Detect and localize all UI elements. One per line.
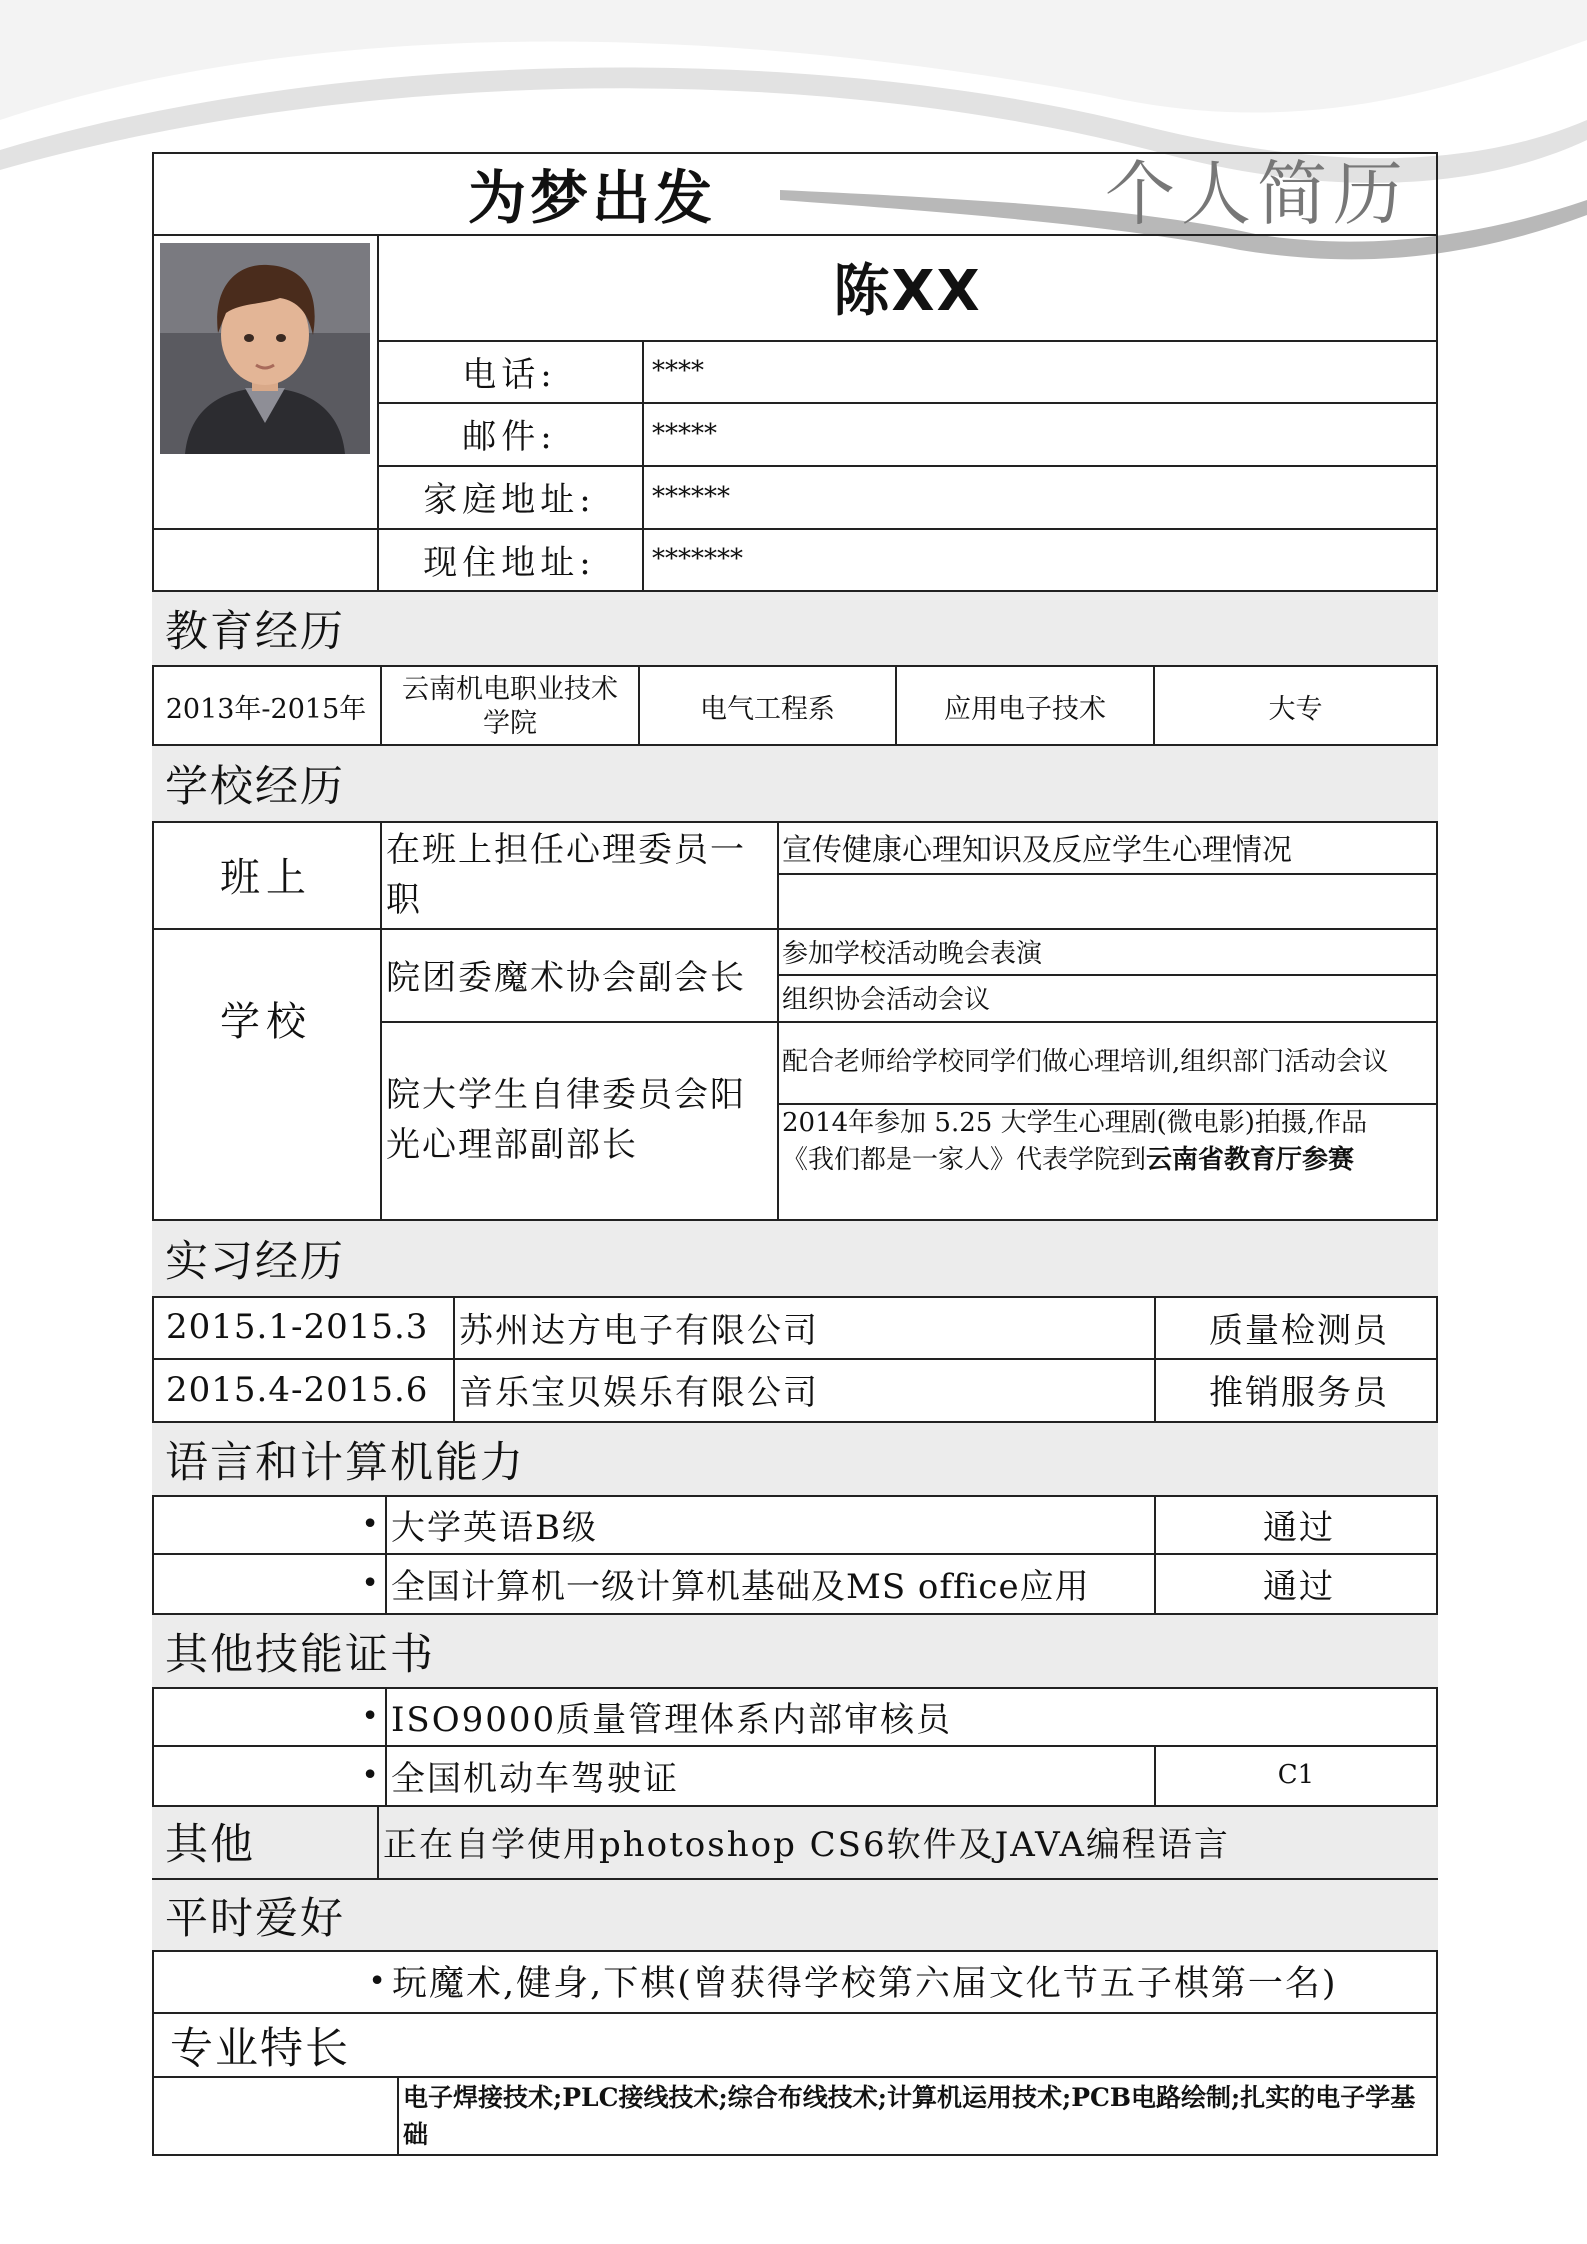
email-label: 邮件: [462, 417, 557, 457]
certificates-bullet-2: • [361, 1757, 379, 1793]
school-label: 学校 [220, 998, 312, 1045]
phone-label: 电话: [462, 354, 557, 395]
profile-divider-photo [152, 528, 377, 530]
school-role-2-desc-2-bold: 云南省教育厅参赛 [1146, 1145, 1355, 1175]
education-degree: 大专 [1153, 667, 1436, 746]
internship-position-2: 推销服务员 [1209, 1373, 1389, 1413]
language-result-2: 通过 [1263, 1566, 1335, 1607]
school-role-2-desc-1: 配合老师给学校同学们做心理培训,组织部门活动会议 [782, 1046, 1389, 1077]
current-address-value: ******* [652, 544, 743, 574]
education-major: 应用电子技术 [895, 667, 1153, 746]
avatar [160, 243, 370, 454]
specialty-content: 电子焊接技术;PLC接线技术;综合布线技术;计算机运用技术;PCB电路绘制;扎实的电子学基础 [403, 2083, 1416, 2149]
school-role-2: 院大学生自律委员会阳光心理部副部长 [386, 1075, 746, 1165]
education-row [152, 665, 1438, 746]
school-role-2-desc-2-text: 2014年参加 5.25 大学生心理剧(微电影)拍摄,作品《我们都是一家人》代表学院到 [782, 1108, 1368, 1175]
education-period: 2013年-2015年 [165, 694, 367, 725]
class-role: 在班上担任心理委员一职 [386, 829, 746, 920]
phone-value: **** [652, 356, 704, 386]
banner-title: 个人简历 [1105, 152, 1409, 235]
candidate-name: 陈XX [833, 259, 982, 324]
hobbies-section-title: 平时爱好 [152, 1878, 1438, 1950]
internship-period-1: 2015.1-2015.3 [166, 1307, 429, 1347]
internship-section-title: 实习经历 [152, 1219, 1438, 1296]
school-role-1-desc-2: 组织协会活动会议 [782, 985, 991, 1015]
slogan: 为梦出发 [467, 164, 716, 232]
education-department: 电气工程系 [638, 667, 895, 746]
hobbies-bullet: • [368, 1963, 386, 1999]
education-section-title: 教育经历 [152, 590, 1438, 665]
school-role-2-desc-2 [777, 1103, 1438, 1219]
school-experience-section-title: 学校经历 [152, 746, 1438, 821]
home-address-value: ****** [652, 481, 730, 512]
language-item-1: 大学英语B级 [391, 1507, 598, 1548]
other-content: 正在自学使用photoshop CS6软件及JAVA编程语言 [383, 1825, 1230, 1865]
class-desc-1: 宣传健康心理知识及反应学生心理情况 [782, 833, 1292, 868]
home-address-label: 家庭地址: [423, 480, 596, 520]
certificate-result-2: C1 [1277, 1760, 1315, 1790]
languages-section-title: 语言和计算机能力 [152, 1421, 1438, 1495]
language-result-1: 通过 [1263, 1507, 1335, 1548]
education-school: 云南机电职业技术学院 [380, 667, 638, 746]
internship-position-1: 质量检测员 [1209, 1310, 1389, 1351]
certificates-section-title: 其他技能证书 [152, 1613, 1438, 1687]
internship-company-1: 苏州达方电子有限公司 [459, 1310, 819, 1351]
current-address-label: 现住地址: [423, 542, 596, 583]
email-value: ***** [652, 418, 717, 449]
certificates-bullet-1: • [361, 1698, 379, 1734]
school-role-1-desc-1: 参加学校活动晚会表演 [782, 938, 1043, 969]
language-item-2: 全国计算机一级计算机基础及MS office应用 [391, 1566, 1090, 1607]
class-label: 班上 [220, 855, 312, 901]
languages-bullet-2: • [361, 1565, 379, 1601]
certificate-item-2: 全国机动车驾驶证 [391, 1758, 679, 1799]
hobbies-content: 玩魔术,健身,下棋(曾获得学校第六届文化节五子棋第一名) [392, 1964, 1338, 2004]
languages-bullet-1: • [361, 1506, 379, 1542]
internship-company-2: 音乐宝贝娱乐有限公司 [459, 1373, 819, 1413]
school-role-1: 院团委魔术协会副会长 [386, 958, 746, 998]
specialty-section-title: 专业特长 [152, 2012, 1438, 2076]
hobbies-row [152, 1950, 1438, 2012]
class-desc-2 [777, 873, 1438, 928]
other-section-title: 其他 [165, 1820, 255, 1870]
certificate-item-1: ISO9000质量管理体系内部审核员 [391, 1699, 953, 1740]
internship-period-2: 2015.4-2015.6 [166, 1369, 429, 1410]
